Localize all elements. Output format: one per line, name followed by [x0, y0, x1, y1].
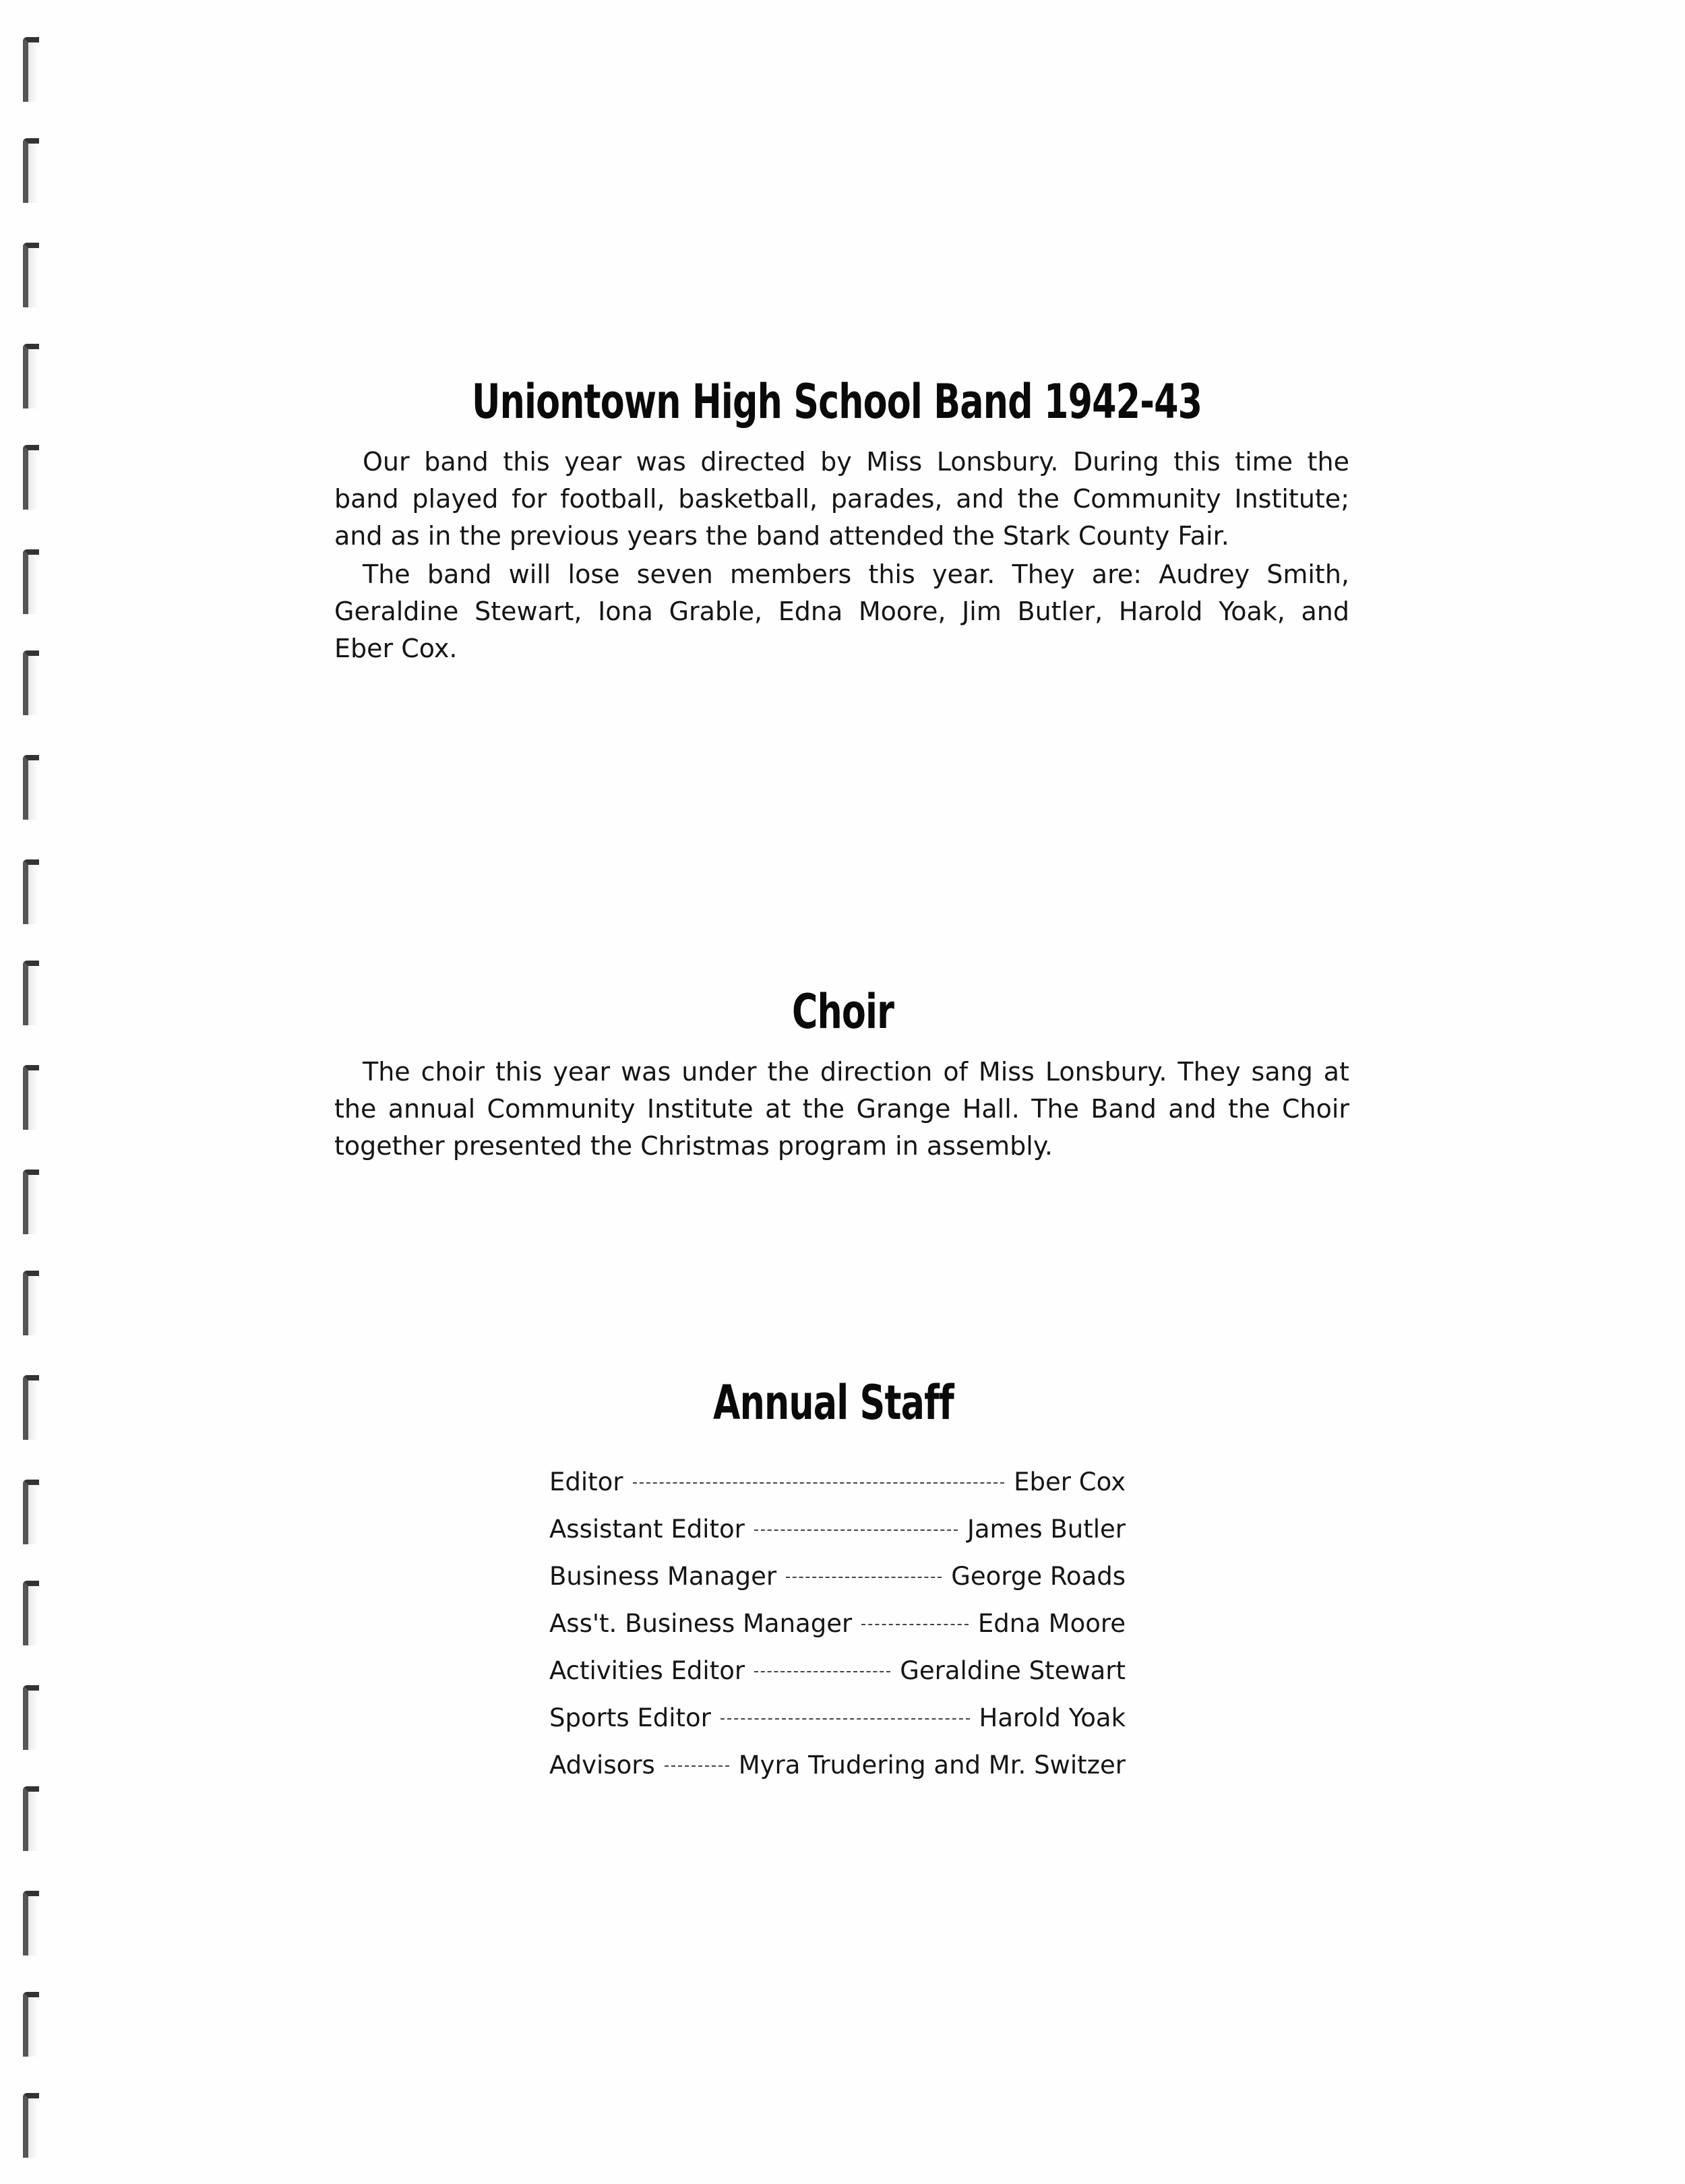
annual-staff-title: Annual Staff [713, 1375, 954, 1430]
staff-row-asst-business-manager [549, 1606, 1126, 1653]
dotted-leader [665, 1765, 729, 1767]
staff-role: Advisors [549, 1751, 655, 1780]
band-title: Uniontown High School Band 1942-43 [472, 374, 1202, 429]
band-paragraph-1-line: band played for football, basketball, parades, and the Community Institute; [334, 484, 1349, 514]
binding-hole [23, 1685, 39, 1750]
choir-paragraph [334, 1054, 1349, 1165]
binding-hole [23, 650, 39, 715]
binding-hole [23, 1065, 39, 1130]
annual-staff-list [549, 1464, 1126, 1794]
staff-row-assistant-editor [549, 1511, 1126, 1558]
staff-row-activities-editor [549, 1653, 1126, 1700]
staff-name: Geraldine Stewart [900, 1656, 1126, 1685]
binding-hole [23, 1581, 39, 1645]
staff-name: Eber Cox [1014, 1467, 1126, 1496]
binding-hole [23, 138, 39, 203]
choir-paragraph-line: together presented the Christmas program in assembly. [334, 1131, 1053, 1161]
binding-hole [23, 344, 39, 408]
binding-hole [23, 1891, 39, 1955]
binding-hole [23, 37, 39, 102]
dotted-leader [633, 1482, 1005, 1484]
band-paragraph-2 [334, 556, 1349, 667]
binding-hole [23, 1786, 39, 1851]
band-paragraph-1-line: Our band this year was directed by Miss Lonsbury. During this time the [363, 447, 1349, 477]
staff-row-sports-editor [549, 1700, 1126, 1747]
staff-role: Sports Editor [549, 1703, 711, 1732]
binding-hole [23, 2093, 39, 2158]
binding-hole [23, 445, 39, 510]
choir-title: Choir [792, 984, 894, 1039]
staff-name: George Roads [951, 1562, 1126, 1591]
binding-hole [23, 243, 39, 307]
binding-hole [23, 1375, 39, 1440]
staff-name: Myra Trudering and Mr. Switzer [738, 1751, 1126, 1780]
staff-name: Harold Yoak [979, 1703, 1126, 1732]
binding-hole [23, 1480, 39, 1544]
staff-row-business-manager [549, 1558, 1126, 1606]
binding-hole [23, 1271, 39, 1335]
binding-hole [23, 859, 39, 924]
binding-hole [23, 1170, 39, 1234]
dotted-leader [754, 1671, 890, 1672]
staff-role: Assistant Editor [549, 1515, 745, 1544]
binding-hole [23, 549, 39, 614]
dotted-leader [754, 1529, 958, 1531]
band-paragraph-2-line: The band will lose seven members this year. They are: Audrey Smith, [363, 559, 1349, 589]
binding-hole [23, 755, 39, 820]
staff-row-advisors [549, 1747, 1126, 1794]
staff-role: Editor [549, 1467, 623, 1496]
staff-name: James Butler [967, 1515, 1126, 1544]
staff-name: Edna Moore [977, 1609, 1126, 1638]
band-paragraph-1-line: and as in the previous years the band attended the Stark County Fair. [334, 521, 1229, 551]
dotted-leader [786, 1577, 942, 1578]
choir-paragraph-line: The choir this year was under the direction of Miss Lonsbury. They sang at [363, 1057, 1349, 1087]
band-paragraph-2-line: Geraldine Stewart, Iona Grable, Edna Moore, Jim Butler, Harold Yoak, and [334, 597, 1349, 626]
spiral-binding [23, 0, 50, 2184]
choir-paragraph-line: the annual Community Institute at the Grange Hall. The Band and the Choir [334, 1094, 1349, 1124]
band-paragraph-2-line: Eber Cox. [334, 634, 458, 663]
band-paragraph-1 [334, 444, 1349, 555]
staff-role: Activities Editor [549, 1656, 745, 1685]
staff-role: Business Manager [549, 1562, 777, 1591]
binding-hole [23, 1992, 39, 2057]
staff-row-editor [549, 1464, 1126, 1511]
dotted-leader [721, 1718, 970, 1720]
dotted-leader [861, 1624, 969, 1625]
binding-hole [23, 961, 39, 1025]
staff-role: Ass't. Business Manager [549, 1609, 853, 1638]
